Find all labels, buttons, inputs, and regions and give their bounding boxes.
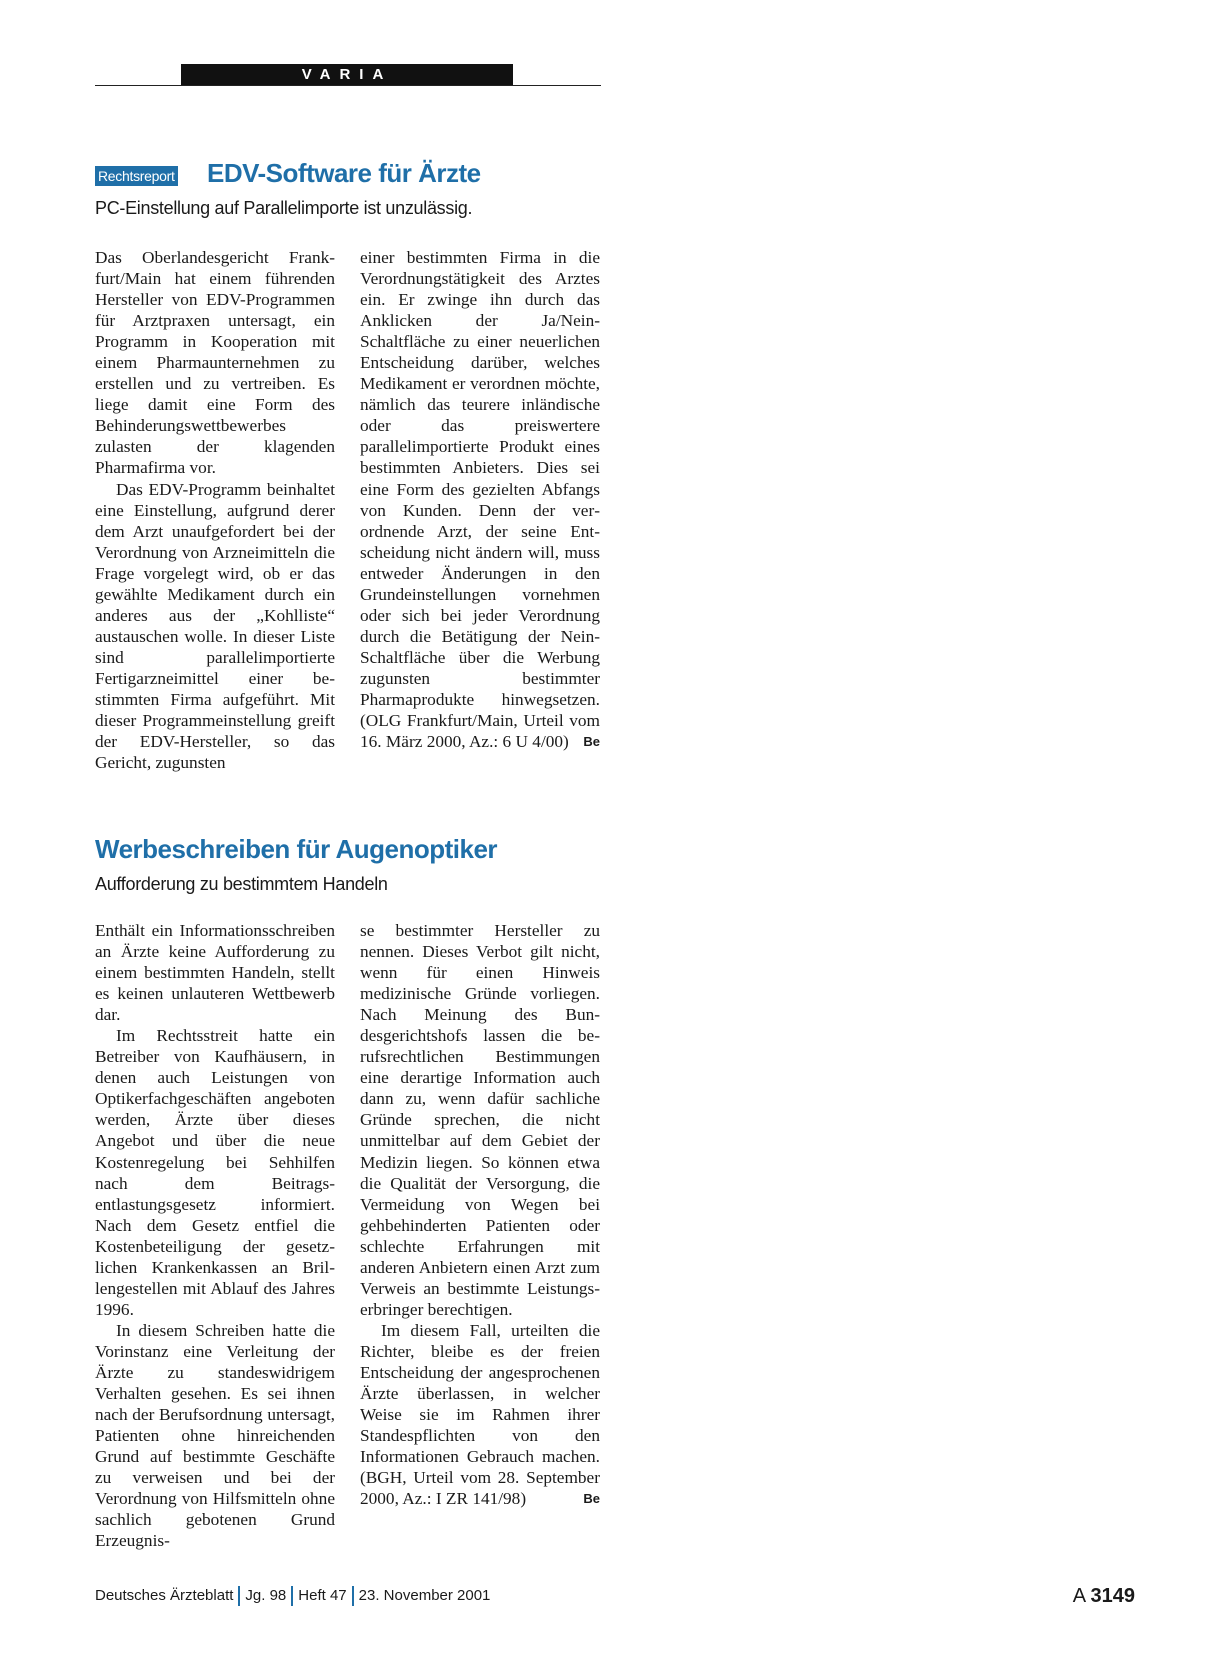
header-rule xyxy=(95,85,601,86)
page-footer xyxy=(95,1584,1135,1608)
article1-kicker: Rechtsreport xyxy=(95,166,178,186)
article2-paragraph: In diesem Schreiben hatte die Vorinstanz eine Verleitung der Ärzte zu standeswidrigem Verhalten gesehen. Es sei ihnen nach der Berufsordnung untersagt, Patienten ohne hinreichenden Grund auf bestimmte Geschäfte zu verweisen und bei der Verordnung von Hilfsmitteln ohne sachlich gebotenen Grund Erzeugnis- xyxy=(95,1320,335,1551)
article2-title: Werbeschreiben für Augenoptiker xyxy=(95,834,498,864)
article2-paragraph: Enthält ein Informationsschreiben an Ärzte keine Aufforderung zu einem bestimmten Handeln, stellt es keinen unlauteren Wettbewerb dar. xyxy=(95,921,335,1025)
section-title: VARIA xyxy=(181,64,513,85)
page-prefix: A xyxy=(1072,1585,1085,1607)
article2-column-1 xyxy=(95,920,335,1551)
article1-paragraph-text: einer bestimmten Firma in die Verordnungstätigkeit des Arztes ein. Er zwinge ihn durch das Anklicken der Ja/Nein-Schaltfläche zu einer neuerlichen Entscheidung darüber, welches Medikament er verordnen möchte, nämlich das teurere inländische oder das preiswertere parallelimportierte Produkt eines bestimmten Anbieters. Dies sei eine Form des gezielten Abfangs von Kunden. Denn der verordnende Arzt, der seine Entscheidung nicht ändern will, muss entweder Änderungen in den Grundeinstellungen vornehmen oder sich bei jeder Verordnung durch die Betätigung der Nein-Schaltfläche über die Werbung zugunsten bestimmter Pharmaprodukte hinwegsetzen. (OLG Frankfurt/Main, Urteil vom 16. März 2000, Az.: 6 U 4/00) xyxy=(360,248,600,752)
article2-paragraph: se bestimmter Hersteller zu nennen. Dieses Verbot gilt nicht, wenn für einen Hinweis medizinische Gründe vorliegen. Nach Meinung des Bundesgerichtshofs lassen die berufsrechtlichen Bestimmungen eine derartige Information auch dann zu, wenn dafür sachliche Gründe sprechen, die nicht unmittelbar auf dem Gebiet der Medizin liegen. So können etwa die Qualität der Versorgung, die Vermeidung von Wegen bei gehbehinderten Patienten oder schlechte Erfahrungen mit anderen Anbietern einen Arzt zum Verweis an bestimmte Leistungserbringer berechtigen. xyxy=(360,921,600,1319)
article2-author-signature: Be xyxy=(583,1491,600,1507)
footer-separator xyxy=(291,1586,293,1606)
footer-journal: Deutsches Ärzteblatt xyxy=(95,1587,234,1604)
article1-author-signature: Be xyxy=(583,734,600,750)
page-number xyxy=(1073,1584,1135,1608)
article1-paragraph: Das EDV-Programm beinhaltet eine Einstellung, aufgrund derer dem Arzt unaufgefordert bei der Verordnung von Arzneimitteln die Frage vorgelegt wird, ob er das gewählte Medikament durch ein anderes aus der „Kohlliste“ austauschen wolle. In dieser Liste sind parallelimportierte Fertigarzneimittel einer bestimmten Firma aufgeführt. Mit dieser Programmeinstellung greift der EDV-Hersteller, so das Gericht, zugunsten xyxy=(95,479,335,773)
article1-column-1 xyxy=(95,247,335,773)
article2-column-2 xyxy=(360,920,600,1509)
article1-paragraph: Das Oberlandesgericht Frankfurt/Main hat einem führenden Hersteller von EDV-Programmen für Arztpraxen untersagt, ein Programm in Kooperation mit einem Pharmaunternehmen zu erstellen und zu vertreiben. Es liege damit eine Form des Behinderungswettbewerbes zulasten der klagenden Pharmafirma vor. xyxy=(95,248,335,478)
article1-column-2 xyxy=(360,247,600,752)
article2-paragraph-text: Im diesem Fall, urteilten die Richter, bleibe es der freien Entscheidung der angesprochenen Ärzte überlassen, in welcher Weise sie im Rahmen ihrer Standespflichten von den Informationen Gebrauch machen. (BGH, Urteil vom 28. September 2000, Az.: I ZR 141/98) xyxy=(360,1320,600,1509)
article1-title: EDV-Software für Ärzte xyxy=(207,158,481,188)
article2-paragraph xyxy=(360,1320,600,1509)
footer-date: 23. November 2001 xyxy=(358,1587,491,1604)
article1-paragraph xyxy=(360,247,600,752)
page-number-value: 3149 xyxy=(1090,1585,1135,1607)
article2-subtitle: Aufforderung zu bestimmtem Handeln xyxy=(95,874,388,894)
footer-issue: Heft 47 xyxy=(298,1587,347,1604)
footer-separator xyxy=(238,1586,240,1606)
article2-paragraph: Im Rechtsstreit hatte ein Betreiber von Kaufhäusern, in denen auch Leistungen von Optikerfachgeschäften angeboten werden, Ärzte über dieses Angebot und über die neue Kostenregelung bei Sehhilfen nach dem Beitragsentlastungsgesetz informiert. Nach dem Gesetz entfiel die Kostenbeteiligung der gesetzlichen Krankenkassen an Brillengestellen mit Ablauf des Jahres 1996. xyxy=(95,1026,335,1319)
footer-separator xyxy=(352,1586,354,1606)
footer-volume: Jg. 98 xyxy=(245,1587,287,1604)
article1-subtitle: PC-Einstellung auf Parallelimporte ist unzulässig. xyxy=(95,198,473,218)
section-header xyxy=(95,64,601,88)
